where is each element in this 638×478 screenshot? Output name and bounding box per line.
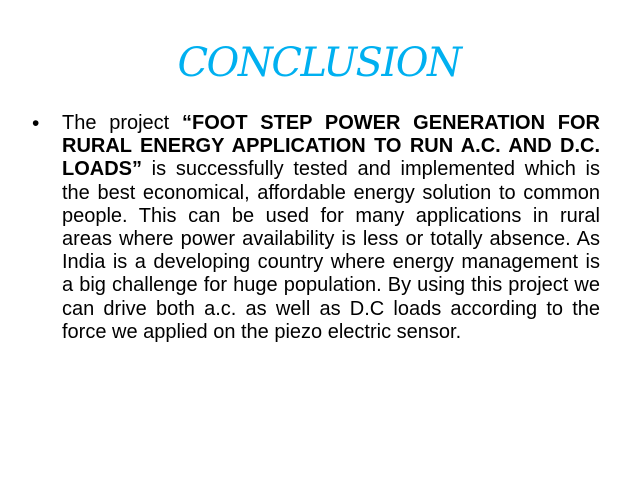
project-name: “FOOT STEP POWER GENERATION FOR RURAL ENERGY APPLICATION TO RUN A.C. AND D.C. LOADS” xyxy=(62,112,601,181)
paragraph-intro: The project xyxy=(62,112,182,134)
bullet-marker: • xyxy=(32,112,40,135)
conclusion-paragraph xyxy=(62,112,600,344)
slide-title: CONCLUSION xyxy=(177,40,461,86)
bullet-item xyxy=(32,112,600,344)
bullet-list xyxy=(32,112,600,344)
paragraph-body: is successfully tested and implemented which is the best economical, affordable energy solution to common people. This can be used for many applications in rural areas where power availability is less or totally absence. As India is a developing country where energy management is a big challenge for huge population. By using this project we can drive both a.c. as well as D.C loads according to the force we applied on the piezo electric sensor. xyxy=(62,158,600,343)
